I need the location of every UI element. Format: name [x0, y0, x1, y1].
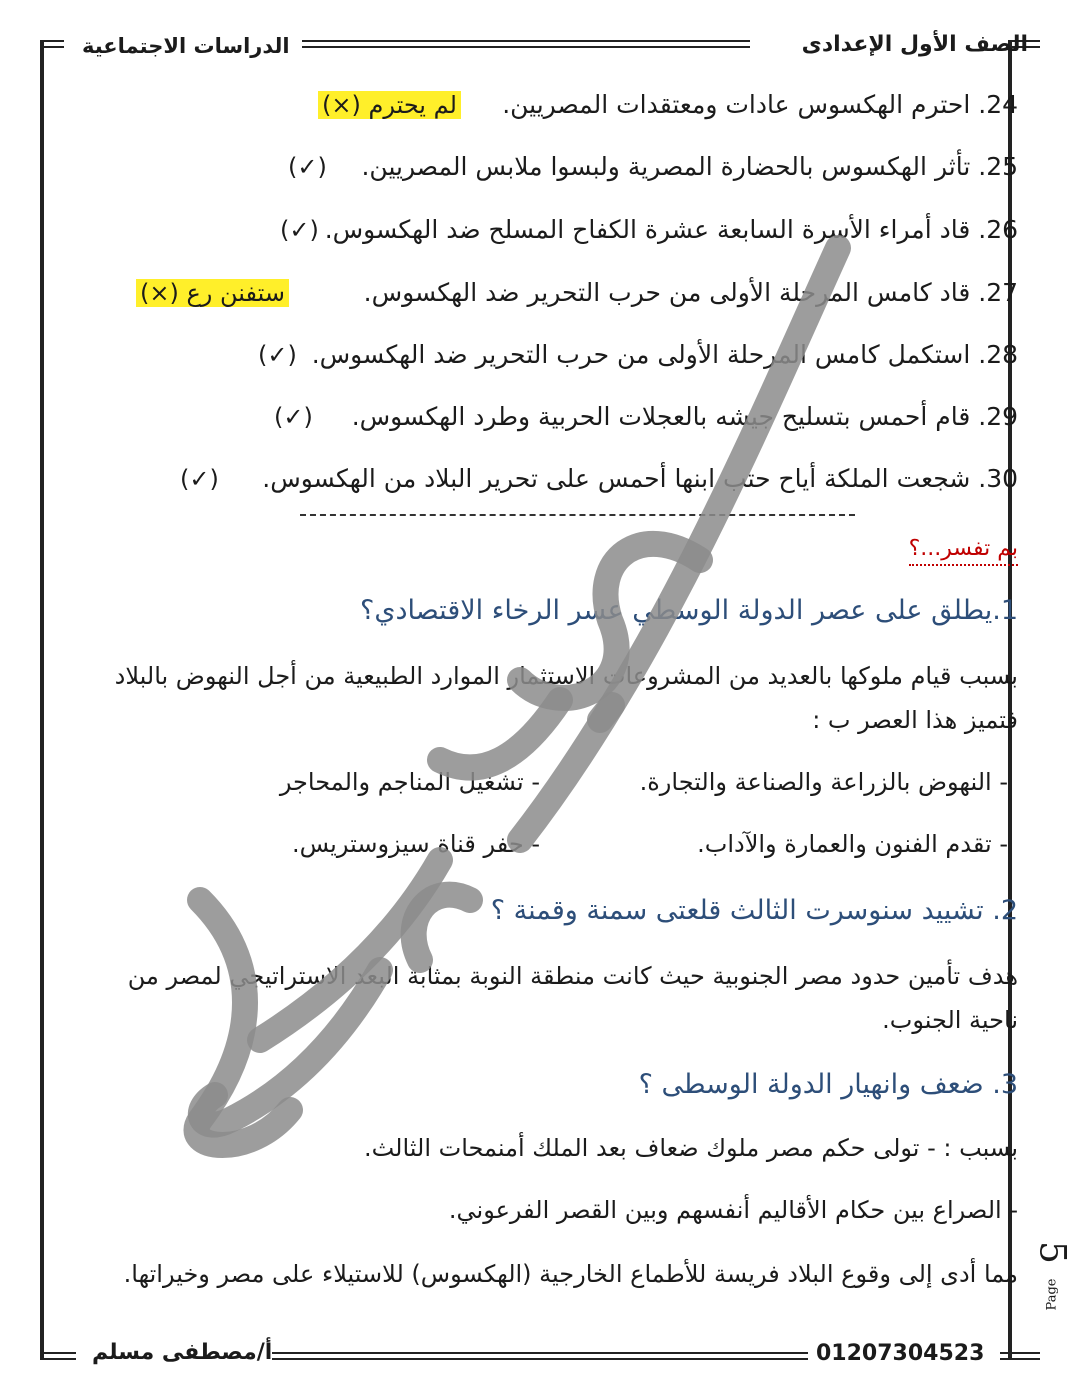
statement-28: 28. استكمل كامس المرحلة الأولى من حرب التحرير ضد الهكسوس. — [311, 340, 1018, 369]
section-title: بم تفسر...؟ — [909, 534, 1018, 566]
page-number-word: Page — [1044, 1278, 1060, 1311]
question-3-answer-line-1: بسبب : - تولى حكم مصر ملوك ضعاف بعد الملك أمنمحات الثالث. — [363, 1134, 1018, 1162]
footer-phone: 01207304523 — [816, 1341, 985, 1366]
footer-author: أ/مصطفى مسلم — [92, 1340, 273, 1365]
question-3-title: 3. ضعف وانهيار الدولة الوسطى ؟ — [638, 1069, 1018, 1100]
question-1-answer-line-1: بسبب قيام ملوكها بالعديد من المشروعات الاستثمار الموارد الطبيعية من أجل النهوض بالبلاد — [114, 662, 1018, 690]
question-2-answer-line-2: ناحية الجنوب. — [882, 1006, 1018, 1034]
question-3-answer-line-2: - الصراع بين حكام الأقاليم أنفسهم وبين القصر الفرعوني. — [448, 1196, 1018, 1224]
answer-24: (×) لم يحترم — [318, 88, 461, 122]
page-number — [1031, 1232, 1073, 1311]
answer-30: (✓) — [180, 465, 219, 493]
page-number-digit: 5 — [1031, 1241, 1073, 1264]
dashed-separator — [300, 514, 855, 516]
header-rule-middle — [302, 40, 750, 48]
footer-rule-middle — [272, 1352, 808, 1360]
question-1-bullet-2: - تشغيل المناجم والمحاجر — [279, 768, 540, 796]
statement-24: 24. احترم الهكسوس عادات ومعتقدات المصريين. — [502, 90, 1018, 119]
statement-30: 30. شجعت الملكة أياح حتب ابنها أحمس على تحرير البلاد من الهكسوس. — [262, 464, 1018, 493]
statement-29: 29. قام أحمس بتسليح جيشه بالعجلات الحربية وطرد الهكسوس. — [351, 402, 1018, 431]
question-2-title: 2. تشييد سنوسرت الثالث قلعتى سمنة وقمنة ؟ — [490, 895, 1018, 926]
subject-title: الدراسات الاجتماعية — [82, 34, 290, 58]
answer-29: (✓) — [274, 403, 313, 431]
statement-27: 27. قاد كامس المرحلة الأولى من حرب التحرير ضد الهكسوس. — [363, 278, 1018, 307]
footer-rule-right — [1000, 1352, 1040, 1360]
answer-28: (✓) — [258, 341, 297, 369]
question-3-answer-line-3: مما أدى إلى وقوع البلاد فريسة للأطماع الخارجية (الهكسوس) للاستيلاء على مصر وخيراتها. — [123, 1260, 1018, 1288]
question-2-answer-line-1: هدف تأمين حدود مصر الجنوبية حيث كانت منطقة النوبة بمثابة البعد الاستراتيجي لمصر من — [127, 962, 1018, 990]
answer-26: (✓) — [280, 216, 319, 244]
question-1-answer-line-2: فتميز هذا العصر ب : — [812, 706, 1018, 734]
question-1-bullet-1: - النهوض بالزراعة والصناعة والتجارة. — [639, 768, 1008, 796]
statement-26: 26. قاد أمراء الأسرة السابعة عشرة الكفاح المسلح ضد الهكسوس. — [324, 215, 1018, 244]
header-rule-left — [40, 40, 64, 48]
answer-25: (✓) — [288, 153, 327, 181]
grade-title: الصف الأول الإعدادى — [801, 32, 1028, 57]
statement-25: 25. تأثر الهكسوس بالحضارة المصرية ولبسوا ملابس المصريين. — [361, 152, 1018, 181]
answer-27: (×) ستفنن رع — [136, 276, 289, 310]
question-1-title: 1.يطلق على عصر الدولة الوسطي عسر الرخاء الاقتصادي؟ — [360, 595, 1018, 626]
question-1-bullet-4: - حفر قناة سيزوستريس. — [291, 830, 540, 858]
footer-rule-left — [40, 1352, 76, 1360]
question-1-bullet-3: - تقدم الفنون والعمارة والآداب. — [697, 830, 1008, 858]
